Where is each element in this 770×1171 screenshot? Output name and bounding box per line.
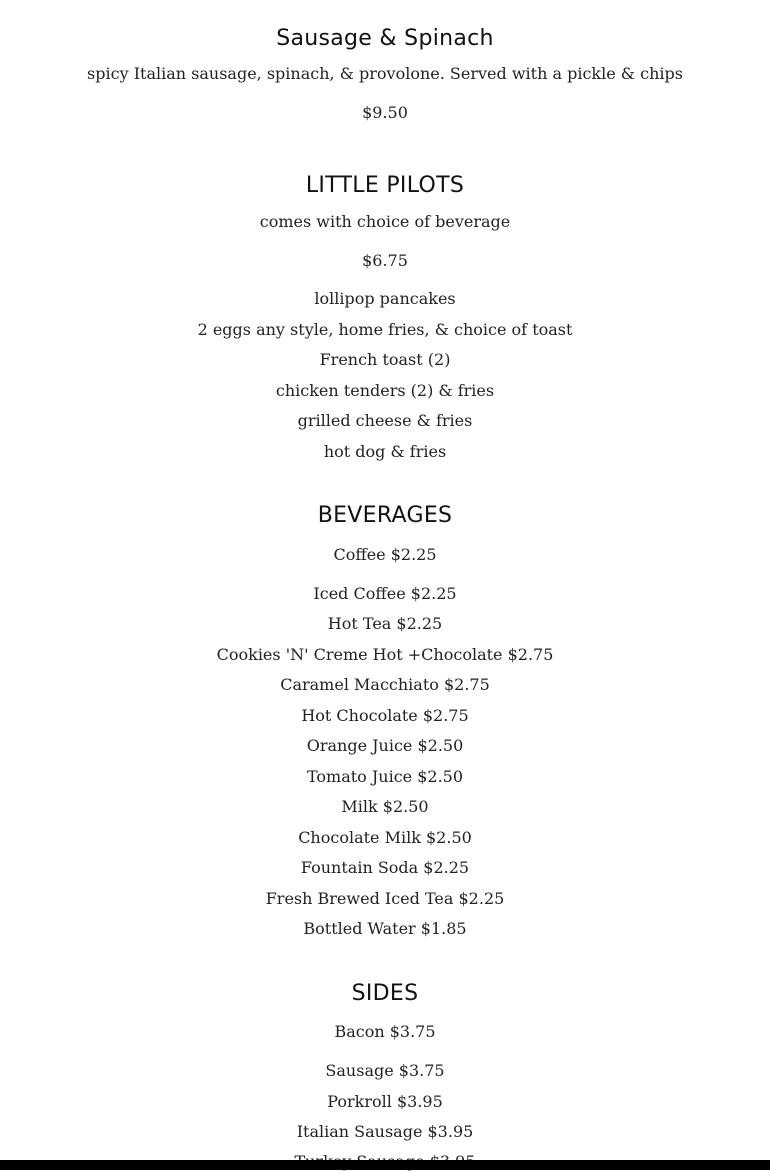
sausage-spinach-description: spicy Italian sausage, spinach, & provolone. Served with a pickle & chips: [87, 64, 683, 83]
side-item: Sausage $3.75: [325, 1061, 445, 1080]
little-pilots-item: French toast (2): [319, 350, 451, 369]
sausage-spinach-title: Sausage & Spinach: [276, 26, 494, 51]
side-item: Bacon $3.75: [334, 1022, 436, 1041]
beverage-item: Chocolate Milk $2.50: [298, 828, 472, 847]
little-pilots-item: 2 eggs any style, home fries, & choice of toast: [197, 320, 573, 339]
little-pilots-description: comes with choice of beverage: [259, 212, 511, 231]
beverage-item: Orange Juice $2.50: [306, 736, 464, 755]
beverage-item: Coffee $2.25: [333, 545, 437, 564]
beverage-item: Fountain Soda $2.25: [300, 858, 470, 877]
sausage-spinach-price: $9.50: [362, 103, 408, 122]
beverage-item: Cookies 'N' Creme Hot +Chocolate $2.75: [216, 645, 554, 664]
little-pilots-item: hot dog & fries: [323, 442, 447, 461]
little-pilots-title: LITTLE PILOTS: [305, 173, 465, 198]
little-pilots-item: chicken tenders (2) & fries: [275, 381, 495, 400]
sides-title: SIDES: [351, 981, 419, 1006]
bottom-bar: [0, 1160, 770, 1170]
little-pilots-item: grilled cheese & fries: [297, 411, 473, 430]
beverage-item: Caramel Macchiato $2.75: [280, 675, 490, 694]
beverage-item: Hot Tea $2.25: [327, 614, 443, 633]
beverage-item: Tomato Juice $2.50: [306, 767, 464, 786]
beverages-title: BEVERAGES: [317, 503, 453, 528]
beverage-item: Iced Coffee $2.25: [313, 584, 457, 603]
beverage-item: Fresh Brewed Iced Tea $2.25: [265, 889, 505, 908]
beverage-item: Milk $2.50: [341, 797, 429, 816]
beverage-item: Bottled Water $1.85: [303, 919, 467, 938]
little-pilots-item: lollipop pancakes: [314, 289, 456, 308]
side-item: Porkroll $3.95: [327, 1092, 443, 1111]
side-item: Italian Sausage $3.95: [296, 1122, 474, 1141]
beverage-item: Hot Chocolate $2.75: [301, 706, 469, 725]
little-pilots-price: $6.75: [362, 251, 408, 270]
